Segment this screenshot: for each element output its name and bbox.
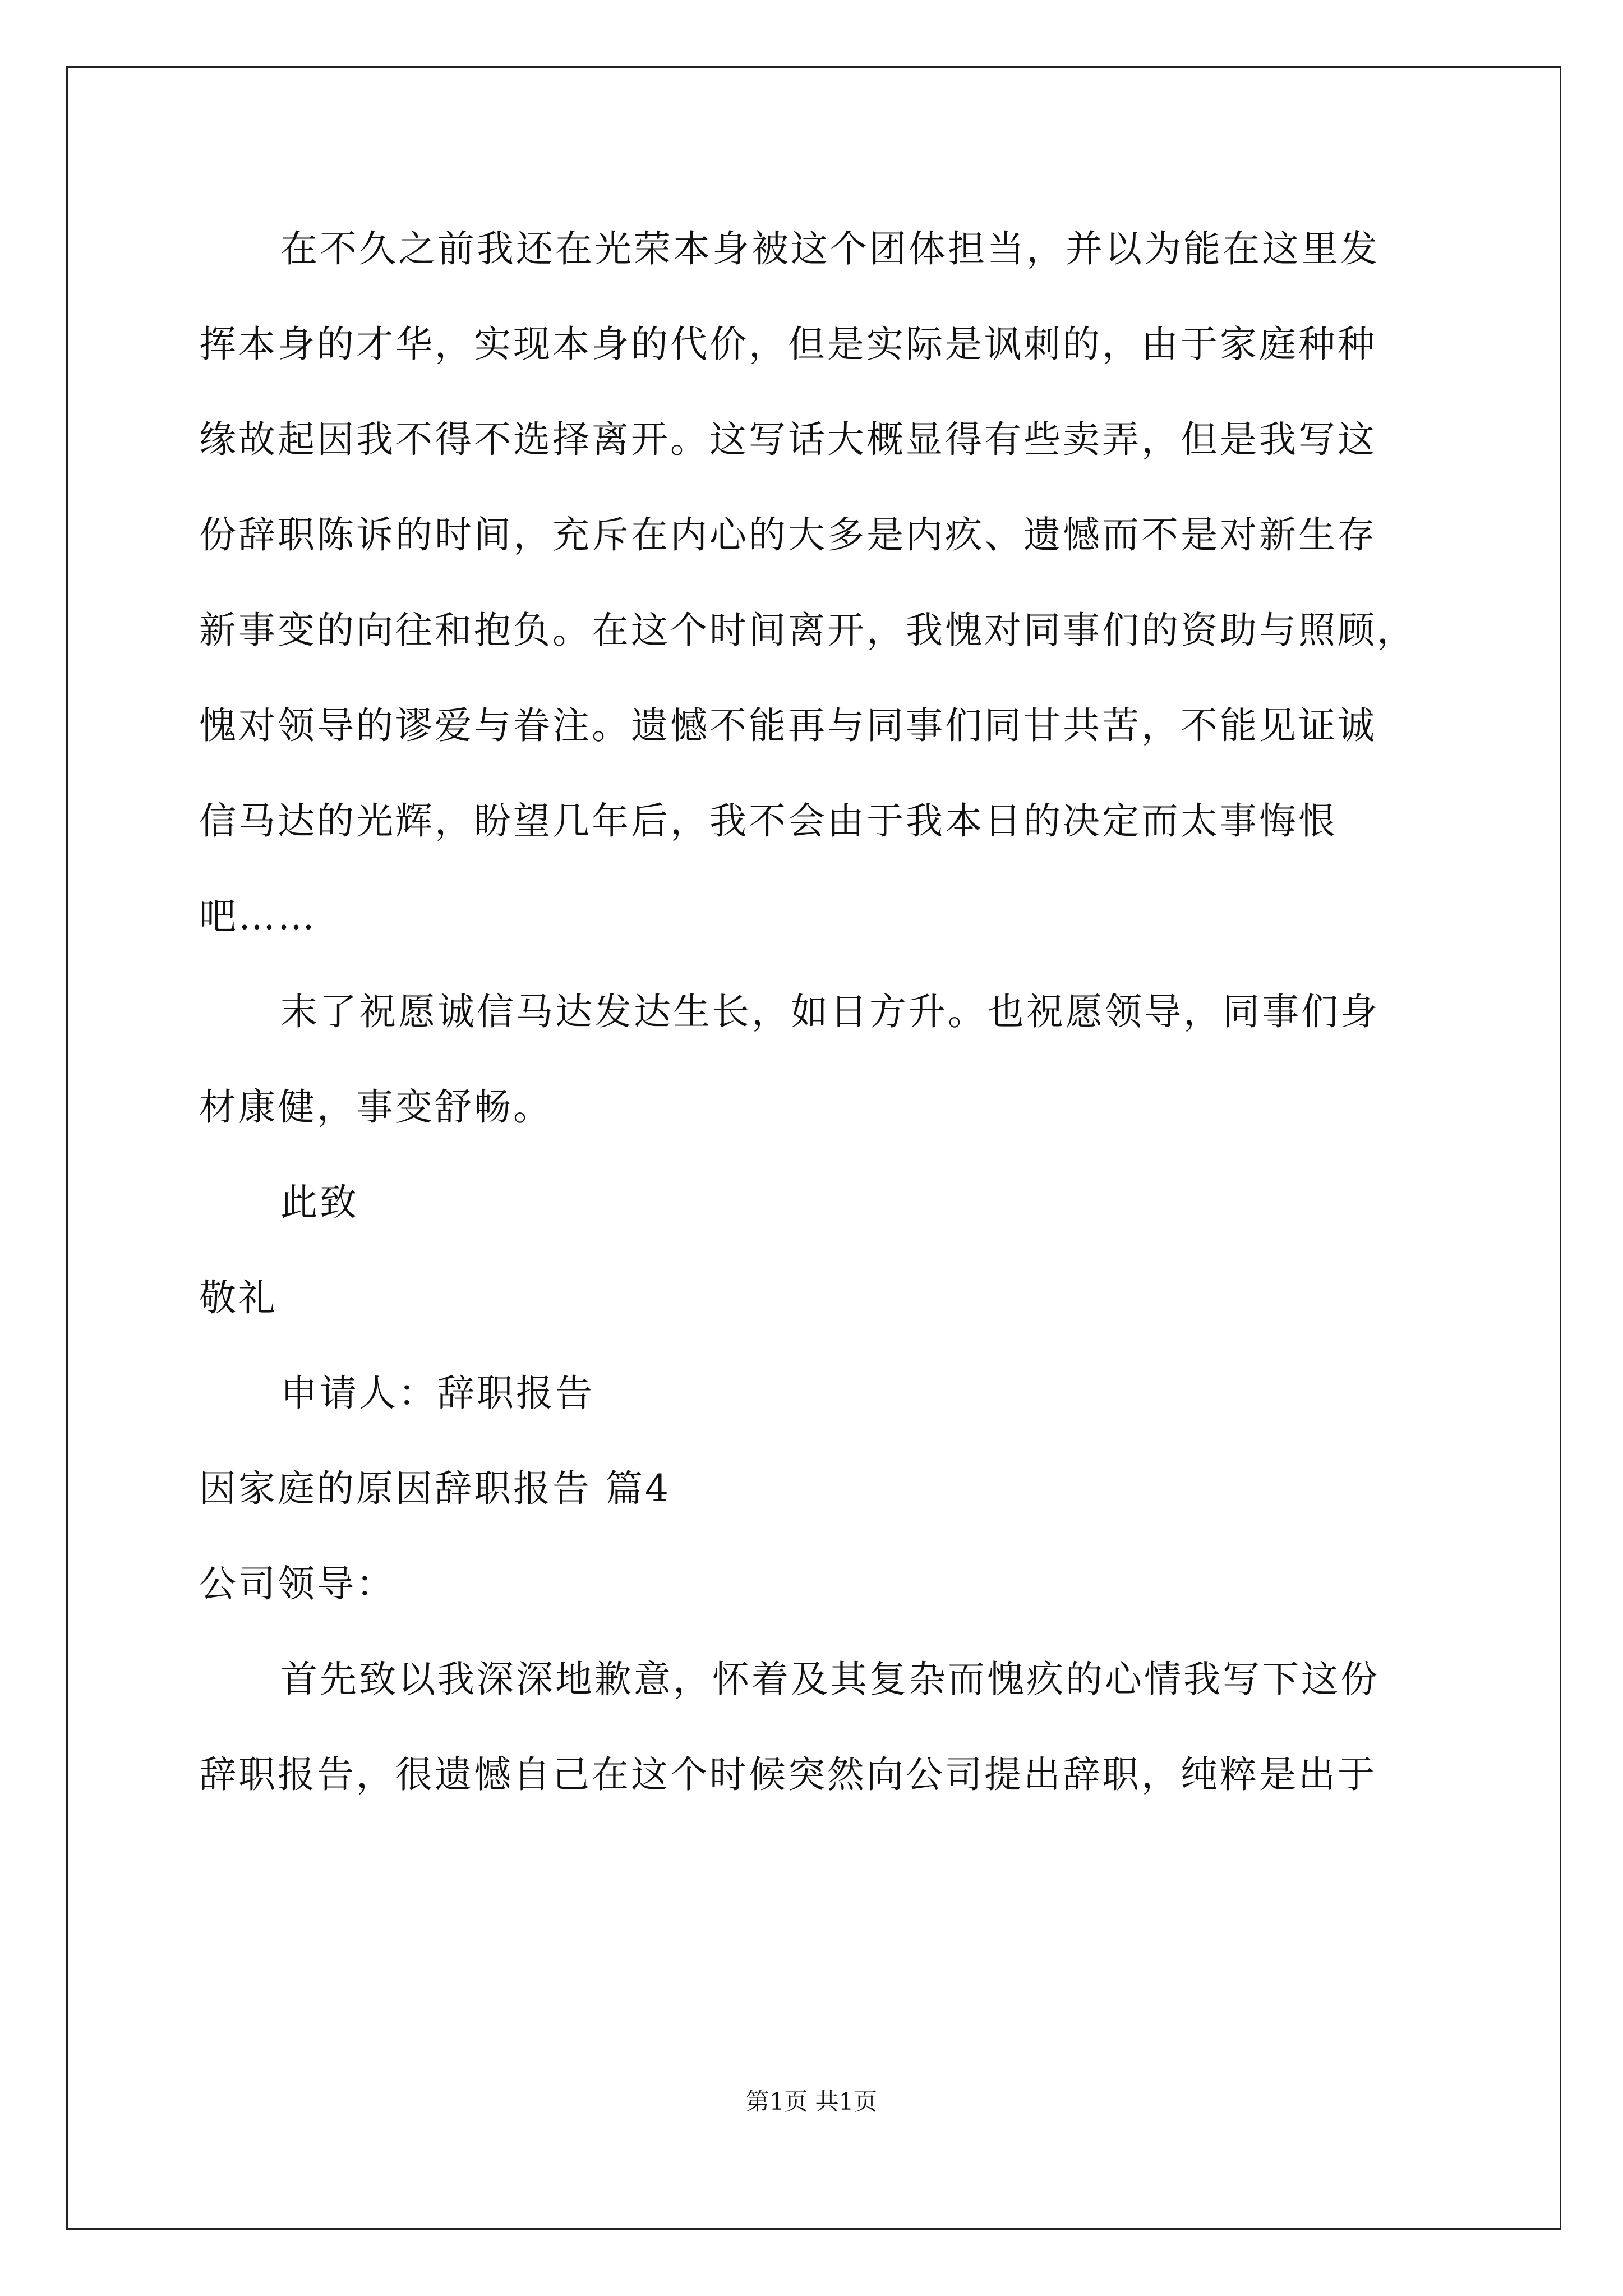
body-text-line: 材康健，事变舒畅。 xyxy=(199,1085,552,1129)
body-text-line: 挥本身的才华，实现本身的代价，但是实际是讽刺的，由于家庭种种 xyxy=(199,323,1377,366)
applicant-line: 申请人：辞职报告 xyxy=(280,1372,594,1415)
body-text-line: 信马达的光辉，盼望几年后，我不会由于我本日的决定而太事悔恨 xyxy=(199,799,1338,843)
page-border xyxy=(66,66,1561,2230)
section-heading: 因家庭的原因辞职报告 篇4 xyxy=(199,1467,671,1510)
body-text-line: 缘故起因我不得不选择离开。这写话大概显得有些卖弄，但是我写这 xyxy=(199,418,1377,461)
body-text-line: 辞职报告，很遗憾自己在这个时候突然向公司提出辞职，纯粹是出于 xyxy=(199,1753,1377,1796)
body-text-line: 份辞职陈诉的时间，充斥在内心的大多是内疚、遗憾而不是对新生存 xyxy=(199,513,1377,556)
closing-respect: 敬礼 xyxy=(199,1276,278,1319)
closing-salutation: 此致 xyxy=(280,1181,359,1224)
recipient-line: 公司领导： xyxy=(199,1562,395,1605)
body-text-line: 新事变的向往和抱负。在这个时间离开，我愧对同事们的资助与照顾， xyxy=(199,609,1416,652)
page-number-footer: 第1页 共1页 xyxy=(745,2088,878,2115)
body-text-line: 吧…… xyxy=(199,895,317,938)
body-text-line: 在不久之前我还在光荣本身被这个团体担当，并以为能在这里发 xyxy=(280,227,1380,270)
body-text-line: 愧对领导的谬爱与眷注。遗憾不能再与同事们同甘共苦，不能见证诚 xyxy=(199,704,1377,747)
body-text-line: 末了祝愿诚信马达发达生长，如日方升。也祝愿领导，同事们身 xyxy=(280,990,1380,1033)
body-text-line: 首先致以我深深地歉意，怀着及其复杂而愧疚的心情我写下这份 xyxy=(280,1658,1380,1701)
